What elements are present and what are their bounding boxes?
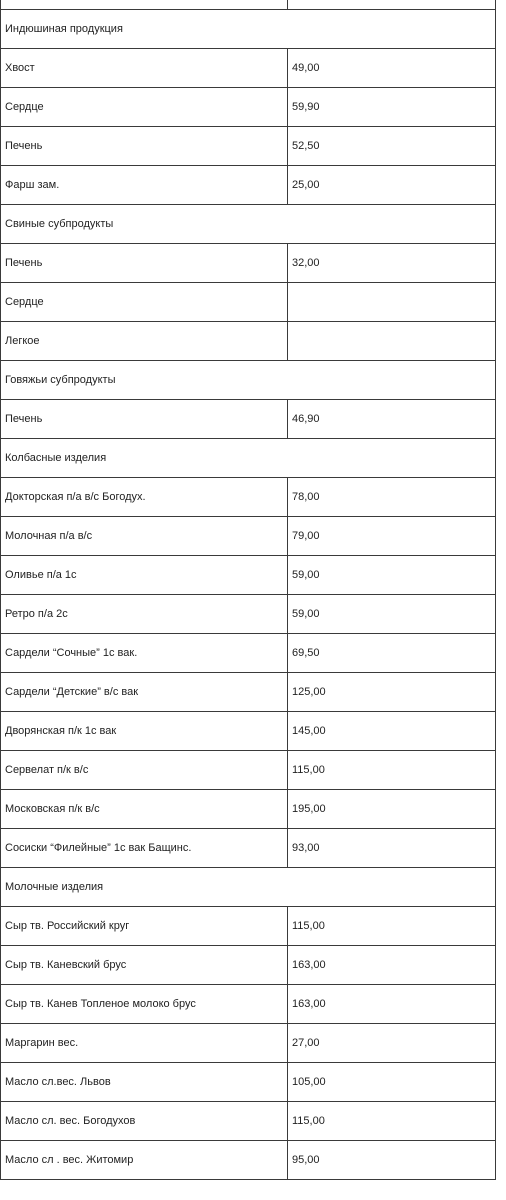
product-price-cell: 105,00 — [288, 1063, 496, 1102]
product-name-cell: Легкое — [1, 322, 288, 361]
table-row — [1, 907, 496, 946]
table-row — [1, 166, 496, 205]
section-header-row — [1, 205, 496, 244]
product-price-cell: 25,00 — [288, 166, 496, 205]
product-price-cell: 59,00 — [288, 595, 496, 634]
product-price-cell — [288, 322, 496, 361]
product-name-cell: Сардели “Сочные” 1с вак. — [1, 634, 288, 673]
product-name-cell: Печень — [1, 127, 288, 166]
table-row — [1, 478, 496, 517]
product-name-cell: Молочная п/а в/с — [1, 517, 288, 556]
price-list-body — [1, 0, 496, 1180]
table-row — [1, 829, 496, 868]
table-row — [1, 712, 496, 751]
product-name-cell: Масло сл.вес. Львов — [1, 1063, 288, 1102]
table-row — [1, 985, 496, 1024]
product-name-cell: Дворянская п/к 1с вак — [1, 712, 288, 751]
product-name-cell: Маргарин вес. — [1, 1024, 288, 1063]
table-row — [1, 244, 496, 283]
section-header-row — [1, 10, 496, 49]
table-row — [1, 283, 496, 322]
product-price-cell: 195,00 — [288, 790, 496, 829]
product-price-cell: 46,90 — [288, 400, 496, 439]
table-row — [1, 673, 496, 712]
section-header-row — [1, 361, 496, 400]
product-price-cell: 49,00 — [288, 49, 496, 88]
product-price-cell: 95,00 — [288, 1141, 496, 1180]
product-price-cell: 32,00 — [288, 244, 496, 283]
product-name-cell: Печень — [1, 244, 288, 283]
product-name-cell: Сыр тв. Каневский брус — [1, 946, 288, 985]
table-row — [1, 322, 496, 361]
product-price-cell: 145,00 — [288, 712, 496, 751]
product-price-cell: 52,50 — [288, 127, 496, 166]
product-price-cell: 115,00 — [288, 751, 496, 790]
product-price-cell: 69,50 — [288, 634, 496, 673]
product-name-cell: Масло сл. вес. Богодухов — [1, 1102, 288, 1141]
table-row — [1, 1063, 496, 1102]
table-row — [1, 1141, 496, 1180]
product-name-cell — [1, 0, 288, 10]
section-title: Индюшиная продукция — [1, 10, 496, 49]
section-title: Молочные изделия — [1, 868, 496, 907]
product-price-cell — [288, 283, 496, 322]
table-row — [1, 1102, 496, 1141]
table-row — [1, 127, 496, 166]
product-price-cell: 125,00 — [288, 673, 496, 712]
product-name-cell: Сердце — [1, 88, 288, 127]
product-name-cell: Сервелат п/к в/с — [1, 751, 288, 790]
product-price-cell: 115,00 — [288, 907, 496, 946]
product-name-cell: Сердце — [1, 283, 288, 322]
table-row — [1, 634, 496, 673]
product-name-cell: Масло сл . вес. Житомир — [1, 1141, 288, 1180]
product-price-cell: 163,00 — [288, 985, 496, 1024]
product-price-cell: 27,00 — [288, 1024, 496, 1063]
section-title: Говяжьи субпродукты — [1, 361, 496, 400]
product-price-cell: 59,90 — [288, 88, 496, 127]
table-row — [1, 1024, 496, 1063]
product-name-cell: Оливье п/а 1с — [1, 556, 288, 595]
product-price-cell: 115,00 — [288, 1102, 496, 1141]
table-row — [1, 556, 496, 595]
table-row — [1, 49, 496, 88]
section-title: Свиные субпродукты — [1, 205, 496, 244]
table-row — [1, 88, 496, 127]
table-row — [1, 0, 496, 10]
product-price-cell — [288, 0, 496, 10]
product-name-cell: Сыр тв. Российский круг — [1, 907, 288, 946]
table-row — [1, 517, 496, 556]
product-name-cell: Докторская п/а в/с Богодух. — [1, 478, 288, 517]
section-title: Колбасные изделия — [1, 439, 496, 478]
product-name-cell: Фарш зам. — [1, 166, 288, 205]
product-price-cell: 79,00 — [288, 517, 496, 556]
section-header-row — [1, 439, 496, 478]
product-name-cell: Сардели “Детские” в/с вак — [1, 673, 288, 712]
product-price-cell: 93,00 — [288, 829, 496, 868]
table-row — [1, 790, 496, 829]
product-price-cell: 59,00 — [288, 556, 496, 595]
product-name-cell: Ретро п/а 2с — [1, 595, 288, 634]
product-name-cell: Печень — [1, 400, 288, 439]
table-row — [1, 751, 496, 790]
table-row — [1, 595, 496, 634]
product-price-cell: 78,00 — [288, 478, 496, 517]
product-name-cell: Хвост — [1, 49, 288, 88]
section-header-row — [1, 868, 496, 907]
product-price-cell: 163,00 — [288, 946, 496, 985]
product-name-cell: Московская п/к в/с — [1, 790, 288, 829]
table-row — [1, 400, 496, 439]
table-row — [1, 946, 496, 985]
product-name-cell: Сыр тв. Канев Топленое молоко брус — [1, 985, 288, 1024]
product-name-cell: Сосиски “Филейные” 1с вак Бащинс. — [1, 829, 288, 868]
